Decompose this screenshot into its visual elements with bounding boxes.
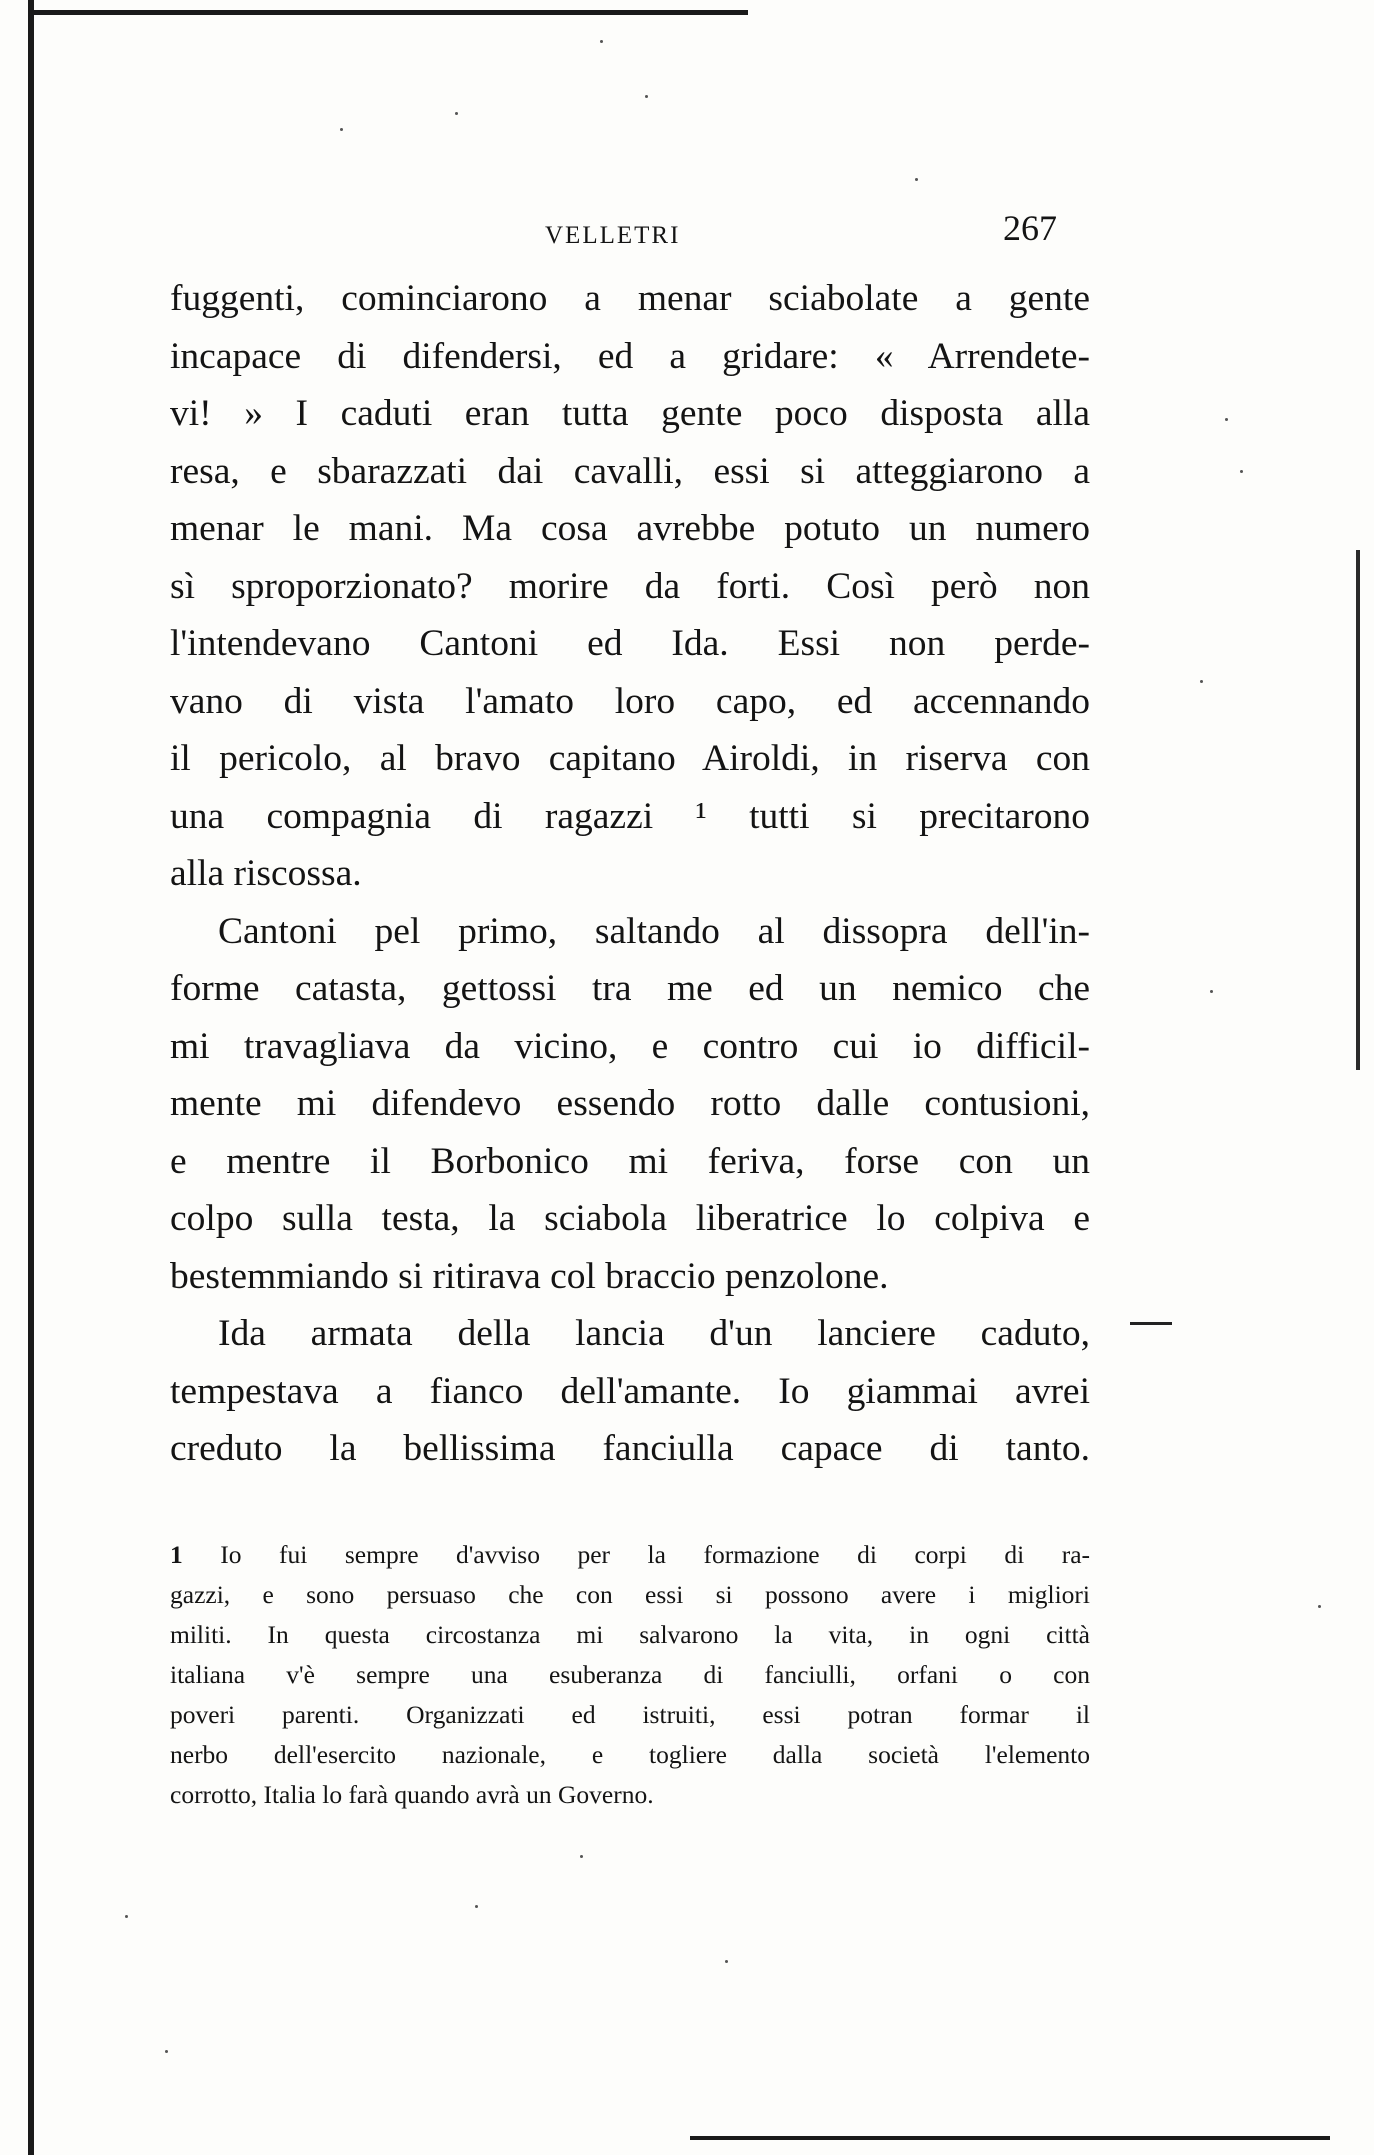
margin-dash-mark	[1130, 1322, 1172, 1325]
scan-speck	[915, 178, 918, 181]
scan-bottom-edge	[690, 2136, 1330, 2140]
scan-speck	[125, 1915, 128, 1918]
footnote-line: italiana v'è sempre una esuberanza di fanciulli, orfani o con	[170, 1660, 1090, 1689]
scan-speck	[1225, 418, 1228, 421]
text-line: bestemmiando si ritirava col braccio penzolone.	[170, 1255, 889, 1297]
scan-speck	[1240, 470, 1243, 473]
text-line: fuggenti, cominciarono a menar sciabolate a gente	[170, 278, 1090, 319]
scan-speck	[1318, 1605, 1321, 1608]
scan-speck	[1200, 680, 1203, 683]
scan-speck	[455, 112, 458, 115]
scan-top-edge	[28, 10, 748, 15]
text-line: creduto la bellissima fanciulla capace di tanto.	[170, 1428, 1090, 1469]
footnote-line: gazzi, e sono persuaso che con essi si possono avere i migliori	[170, 1580, 1090, 1609]
footnote-line: militi. In questa circostanza mi salvarono la vita, in ogni città	[170, 1620, 1090, 1649]
text-line: vi! » I caduti eran tutta gente poco disposta alla	[170, 393, 1090, 434]
footnote-line	[170, 1535, 1090, 1575]
footnote-line: nerbo dell'esercito nazionale, e togliere dalla società l'elemento	[170, 1740, 1090, 1769]
scan-left-edge	[28, 0, 34, 2155]
scan-right-edge	[1356, 550, 1360, 1070]
text-line: alla riscossa.	[170, 853, 362, 894]
footnote-line: corrotto, Italia lo farà quando avrà un Governo.	[170, 1780, 654, 1809]
page-number: 267	[1003, 208, 1057, 248]
text-line: resa, e sbarazzati dai cavalli, essi si atteggiarono a	[170, 450, 1090, 492]
footnote-text: Io fui sempre d'avviso per la formazione di corpi di ra-	[220, 1540, 1091, 1569]
text-line: una compagnia di ragazzi ¹ tutti si precitarono	[170, 795, 1090, 837]
running-head: VELLETRI	[545, 222, 681, 249]
scan-speck	[165, 2050, 168, 2053]
text-line: tempestava a fianco dell'amante. Io giammai avrei	[170, 1370, 1090, 1412]
text-line: mente mi difendevo essendo rotto dalle contusioni,	[170, 1083, 1090, 1124]
footnote-line: poveri parenti. Organizzati ed istruiti, essi potran formar il	[170, 1700, 1090, 1729]
text-line: Cantoni pel primo, saltando al dissopra dell'in-	[218, 910, 1090, 952]
text-line: forme catasta, gettossi tra me ed un nemico che	[170, 968, 1090, 1009]
text-line: vano di vista l'amato loro capo, ed accennando	[170, 680, 1090, 722]
text-line: mi travagliava da vicino, e contro cui io difficil-	[170, 1025, 1090, 1067]
text-line: l'intendevano Cantoni ed Ida. Essi non perde-	[170, 623, 1090, 664]
footnote	[170, 1535, 1090, 1815]
text-line: incapace di difendersi, ed a gridare: « Arrendete-	[170, 335, 1090, 377]
scan-speck	[475, 1905, 478, 1908]
text-line: menar le mani. Ma cosa avrebbe potuto un numero	[170, 508, 1090, 549]
text-line: sì sproporzionato? morire da forti. Così però non	[170, 565, 1090, 607]
text-line: Ida armata della lancia d'un lanciere caduto,	[218, 1313, 1090, 1354]
text-line: colpo sulla testa, la sciabola liberatrice lo colpiva e	[170, 1198, 1090, 1239]
scan-speck	[340, 128, 343, 131]
scan-speck	[600, 40, 603, 43]
footnote-marker: 1	[170, 1540, 183, 1569]
scan-speck	[580, 1855, 583, 1858]
scan-speck	[725, 1960, 728, 1963]
scan-speck	[645, 95, 648, 98]
body-text	[170, 270, 1090, 1478]
text-line: il pericolo, al bravo capitano Airoldi, in riserva con	[170, 738, 1090, 779]
text-line: e mentre il Borbonico mi feriva, forse con un	[170, 1140, 1090, 1182]
scan-speck	[1210, 990, 1213, 993]
